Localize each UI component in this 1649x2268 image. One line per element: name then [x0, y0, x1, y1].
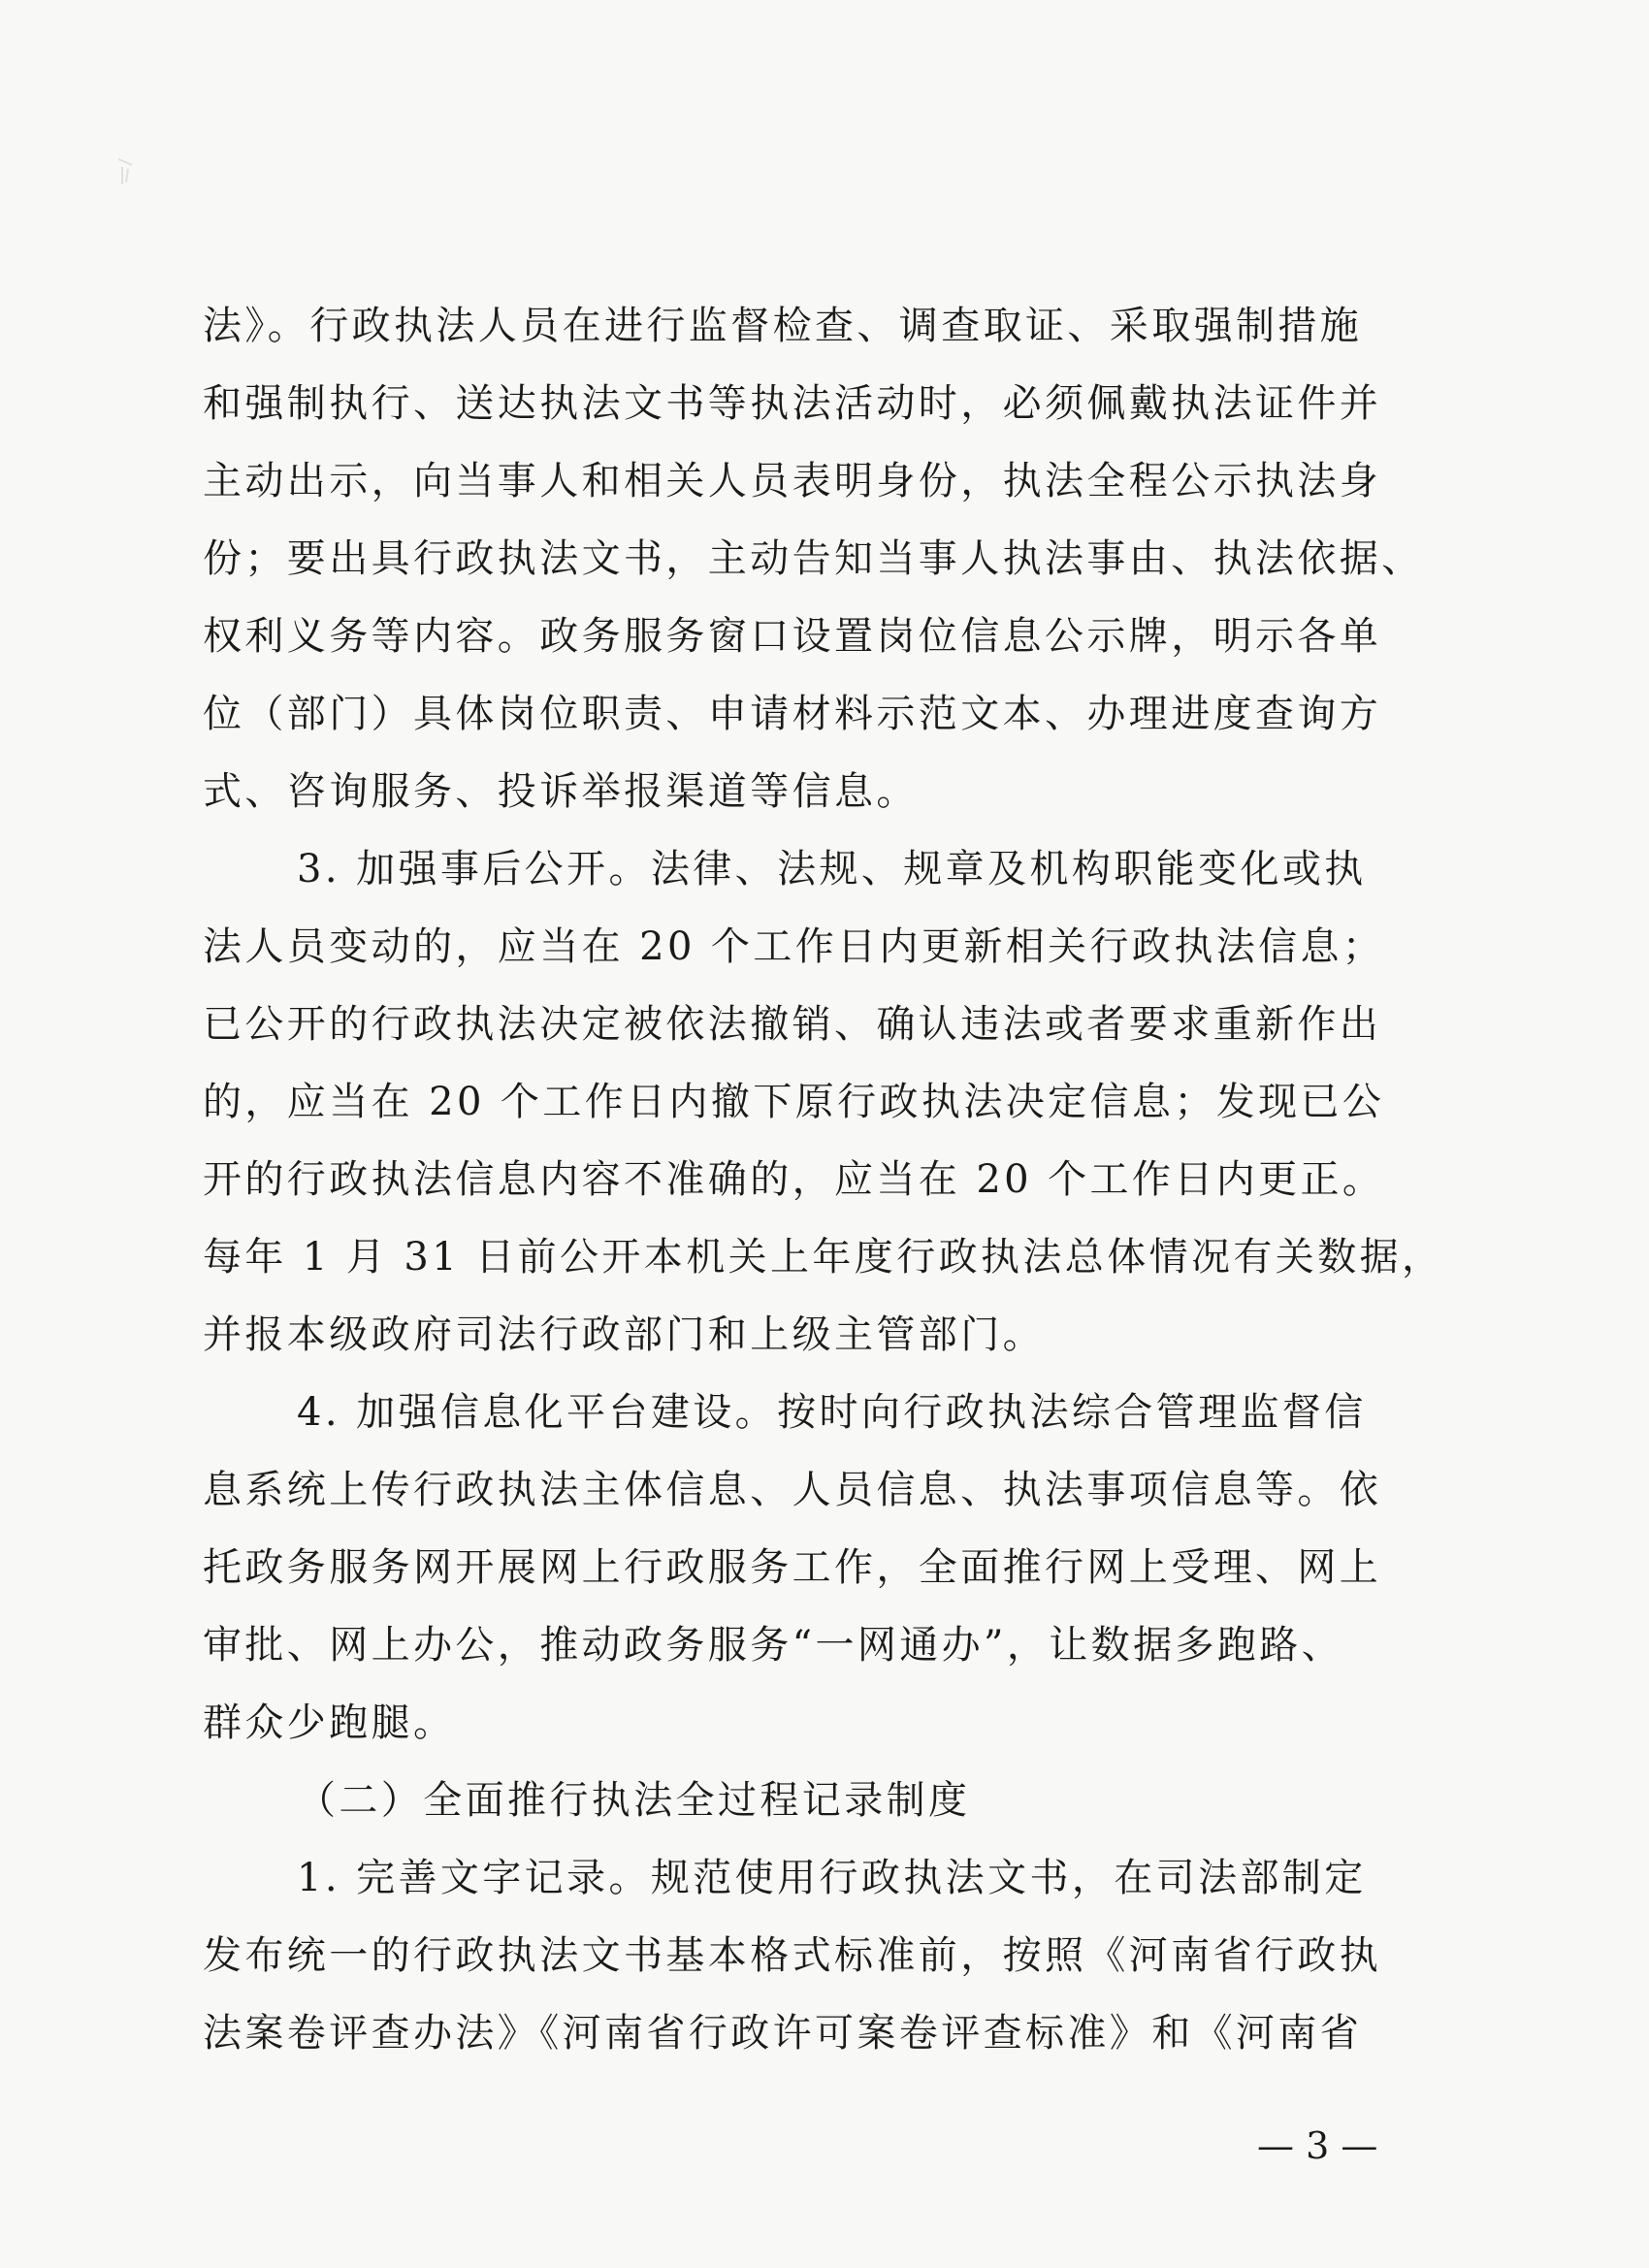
text-line: 开的行政执法信息内容不准确的，应当在 20 个工作日内更正。	[203, 1157, 1385, 1202]
text-line: 并报本级政府司法行政部门和上级主管部门。	[203, 1312, 1045, 1357]
text-line: 托政务服务网开展网上行政服务工作，全面推行网上受理、网上	[203, 1545, 1382, 1590]
body-text	[203, 287, 1444, 2072]
text-line: 群众少跑腿。	[203, 1701, 456, 1745]
text-line: 式、咨询服务、投诉举报渠道等信息。	[203, 769, 919, 814]
text-line: 位（部门）具体岗位职责、申请材料示范文本、办理进度查询方	[203, 692, 1382, 736]
text-line: 法案卷评查办法》《河南省行政许可案卷评查标准》和《河南省	[203, 2011, 1363, 2056]
text-line: 息系统上传行政执法主体信息、人员信息、执法事项信息等。依	[203, 1468, 1382, 1512]
paragraph-start-line: 3. 加强事后公开。法律、法规、规章及机构职能变化或执	[297, 847, 1367, 891]
text-line: 法》。行政执法人员在进行监督检查、调查取证、采取强制措施	[203, 304, 1363, 348]
text-line: 法人员变动的，应当在 20 个工作日内更新相关行政执法信息；	[203, 924, 1385, 969]
text-line: 发布统一的行政执法文书基本格式标准前，按照《河南省行政执	[203, 1933, 1382, 1978]
text-line: 和强制执行、送达执法文书等执法活动时，必须佩戴执法证件并	[203, 381, 1382, 426]
text-line: 每年 1 月 31 日前公开本机关上年度行政执法总体情况有关数据，	[203, 1235, 1444, 1280]
text-line: 份；要出具行政执法文书，主动告知当事人执法事由、执法依据、	[203, 536, 1424, 581]
text-line: 权利义务等内容。政务服务窗口设置岗位信息公示牌，明示各单	[203, 614, 1382, 659]
section-heading: （二）全面推行执法全过程记录制度	[297, 1778, 971, 1823]
text-line: 审批、网上办公，推动政务服务“一网通办”，让数据多跑路、	[203, 1623, 1344, 1668]
text-line: 已公开的行政执法决定被依法撤销、确认违法或者要求重新作出	[203, 1002, 1382, 1047]
text-line: 的，应当在 20 个工作日内撤下原行政执法决定信息；发现已公	[203, 1080, 1385, 1124]
page-number: — 3 —	[1257, 2124, 1378, 2167]
paragraph-start-line: 4. 加强信息化平台建设。按时向行政执法综合管理监督信	[297, 1390, 1367, 1435]
text-line: 主动出示，向当事人和相关人员表明身份，执法全程公示执法身	[203, 459, 1382, 503]
scan-artifact-mark	[114, 155, 136, 188]
paragraph-start-line: 1. 完善文字记录。规范使用行政执法文书，在司法部制定	[297, 1856, 1367, 1900]
